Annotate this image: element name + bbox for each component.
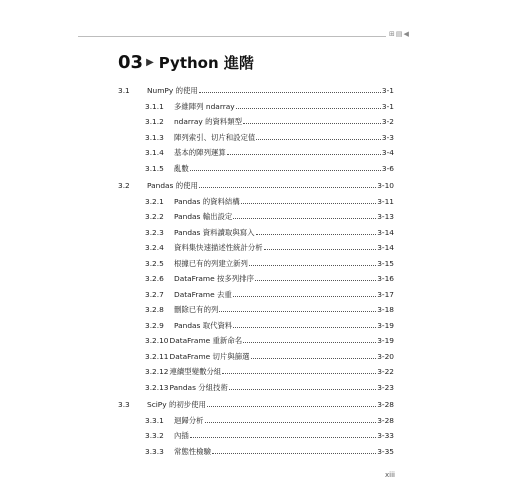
toc-leader-dots: [199, 187, 376, 188]
toc-subsection-row: [118, 287, 394, 303]
toc-subsection-row: [118, 302, 394, 318]
toc-entry-number: 3.2.5: [145, 258, 164, 268]
toc-subsection-row: [118, 240, 394, 256]
toc-entry-number: 3.1.3: [145, 132, 164, 142]
toc-leader-dots: [205, 422, 377, 423]
toc-entry-title: DataFrame 按多列排序: [174, 274, 254, 284]
toc-subsection-row: [118, 130, 394, 146]
toc-entry-page: 3-19: [377, 336, 394, 346]
toc-entry-title: 連續型變數分組: [169, 367, 222, 377]
toc-entry-page: 3-28: [377, 400, 394, 410]
toc-entry-title: Pandas 取代資料: [174, 320, 233, 330]
toc-leader-dots: [207, 406, 376, 407]
toc-entry-page: 3-33: [377, 431, 394, 441]
toc-entry-page: 3-3: [381, 132, 394, 142]
toc-entry-title: 常態性檢驗: [174, 446, 211, 456]
toc-leader-dots: [219, 311, 376, 312]
toc-leader-dots: [249, 265, 376, 266]
toc-entry-title: NumPy 的使用: [147, 86, 198, 96]
header-rule: [78, 36, 386, 37]
toc-entry-title: Pandas 的資料結構: [174, 196, 240, 206]
toc-entry-page: 3-16: [377, 274, 394, 284]
toc-entry-page: 3-20: [377, 351, 394, 361]
toc-entry-page: 3-14: [377, 243, 394, 253]
toc-entry-page: 3-6: [381, 163, 394, 173]
toc-entry-page: 3-2: [381, 117, 394, 127]
toc-entry-title: Pandas 的使用: [147, 181, 198, 191]
toc-entry-number: 3.2.1: [145, 196, 164, 206]
toc-subsection-row: [118, 428, 394, 444]
toc-subsection-row: [118, 114, 394, 130]
toc-entry-number: 3.2.9: [145, 320, 164, 330]
toc-entry-page: 3-19: [377, 320, 394, 330]
toc-subsection-row: [118, 333, 394, 349]
toc-entry-number: 3.2.8: [145, 305, 164, 315]
toc-entry-title: DataFrame 切片與篩選: [169, 351, 250, 361]
toc-leader-dots: [243, 123, 381, 124]
toc-section-row: [118, 397, 394, 413]
toc-subsection-row: [118, 194, 394, 210]
toc-entry-page: 3-15: [377, 258, 394, 268]
page-folio: xiii: [385, 471, 395, 479]
toc-entry-page: 3-13: [377, 212, 394, 222]
toc-entry-title: 陣列索引、切片和設定值: [174, 132, 256, 142]
toc-entry-page: 3-18: [377, 305, 394, 315]
toc-entry-page: 3-35: [377, 446, 394, 456]
toc-entry-page: 3-11: [377, 196, 394, 206]
toc-entry-page: 3-10: [377, 181, 394, 191]
toc-section-row: [118, 83, 394, 99]
toc-entry-number: 3.2.7: [145, 289, 164, 299]
toc-subsection-row: [118, 209, 394, 225]
toc-leader-dots: [256, 234, 377, 235]
toc-entry-number: 3.1.1: [145, 101, 164, 111]
toc-leader-dots: [264, 249, 377, 250]
toc-entry-number: 3.2.3: [145, 227, 164, 237]
toc-entry-title: Pandas 資料讀取與寫入: [174, 227, 255, 237]
toc-entry-number: 3.1: [118, 86, 130, 96]
toc-entry-number: 3.3.1: [145, 415, 164, 425]
toc-entry-number: 3.3.2: [145, 431, 164, 441]
toc-leader-dots: [229, 389, 376, 390]
toc-leader-dots: [190, 170, 381, 171]
toc-leader-dots: [241, 203, 377, 204]
toc-leader-dots: [243, 342, 376, 343]
toc-subsection-row: [118, 145, 394, 161]
toc-entry-title: 基本的陣列運算: [174, 148, 226, 158]
toc-section-row: [118, 178, 394, 194]
toc-entry-title: 內插: [174, 431, 189, 441]
toc-subsection-row: [118, 318, 394, 334]
toc-entry-page: 3-4: [381, 148, 394, 158]
toc-leader-dots: [251, 358, 377, 359]
toc-leader-dots: [190, 437, 376, 438]
toc-entry-number: 3.2.12: [145, 367, 169, 377]
chapter-arrow-icon: ▶: [146, 56, 154, 68]
table-of-contents: [118, 81, 394, 459]
toc-entry-page: 3-1: [381, 101, 394, 111]
toc-entry-page: 3-14: [377, 227, 394, 237]
toc-entry-number: 3.2.2: [145, 212, 164, 222]
toc-subsection-row: [118, 271, 394, 287]
toc-entry-number: 3.2: [118, 181, 130, 191]
chapter-title: [118, 51, 254, 73]
toc-subsection-row: [118, 364, 394, 380]
toc-subsection-row: [118, 99, 394, 115]
toc-entry-title: 刪除已有的列: [174, 305, 219, 315]
toc-subsection-row: [118, 413, 394, 429]
toc-entry-page: 3-17: [377, 289, 394, 299]
toc-subsection-row: [118, 161, 394, 177]
toc-entry-number: 3.1.2: [145, 117, 164, 127]
toc-entry-number: 3.3: [118, 400, 130, 410]
toc-entry-title: 亂數: [174, 163, 189, 173]
toc-entry-page: 3-28: [377, 415, 394, 425]
toc-entry-number: 3.2.11: [145, 351, 169, 361]
toc-subsection-row: [118, 380, 394, 396]
chapter-number: 03: [118, 51, 144, 73]
toc-entry-title: Pandas 輸出設定: [174, 212, 233, 222]
toc-entry-title: ndarray 的資料類型: [174, 117, 243, 127]
toc-leader-dots: [233, 218, 376, 219]
toc-leader-dots: [227, 154, 381, 155]
toc-subsection-row: [118, 256, 394, 272]
header-nav-icons: ⊞▤◀: [389, 30, 410, 38]
toc-entry-title: 多維陣列 ndarray: [174, 101, 235, 111]
toc-entry-number: 3.2.13: [145, 382, 169, 392]
toc-entry-title: 資料集快速描述性統計分析: [174, 243, 263, 253]
toc-entry-title: 迴歸分析: [174, 415, 204, 425]
toc-entry-number: 3.2.6: [145, 274, 164, 284]
toc-entry-title: SciPy 的初步使用: [147, 400, 206, 410]
toc-entry-page: 3-1: [381, 86, 394, 96]
toc-leader-dots: [199, 92, 381, 93]
toc-entry-page: 3-22: [377, 367, 394, 377]
toc-leader-dots: [233, 327, 376, 328]
toc-entry-number: 3.1.5: [145, 163, 164, 173]
toc-leader-dots: [255, 280, 376, 281]
toc-entry-number: 3.2.10: [145, 336, 169, 346]
toc-entry-title: 根據已有的列建立新列: [174, 258, 248, 268]
toc-subsection-row: [118, 444, 394, 460]
toc-entry-title: Pandas 分組技術: [169, 382, 228, 392]
toc-entry-title: DataFrame 重新命名: [169, 336, 243, 346]
toc-entry-number: 3.3.3: [145, 446, 164, 456]
toc-entry-number: 3.1.4: [145, 148, 164, 158]
toc-leader-dots: [233, 296, 376, 297]
toc-leader-dots: [212, 453, 376, 454]
toc-subsection-row: [118, 225, 394, 241]
toc-leader-dots: [256, 139, 381, 140]
toc-entry-page: 3-23: [377, 382, 394, 392]
toc-leader-dots: [222, 373, 376, 374]
chapter-name: Python 進階: [158, 53, 254, 72]
toc-entry-number: 3.2.4: [145, 243, 164, 253]
toc-entry-title: DataFrame 去重: [174, 289, 232, 299]
toc-leader-dots: [236, 108, 381, 109]
toc-subsection-row: [118, 349, 394, 365]
